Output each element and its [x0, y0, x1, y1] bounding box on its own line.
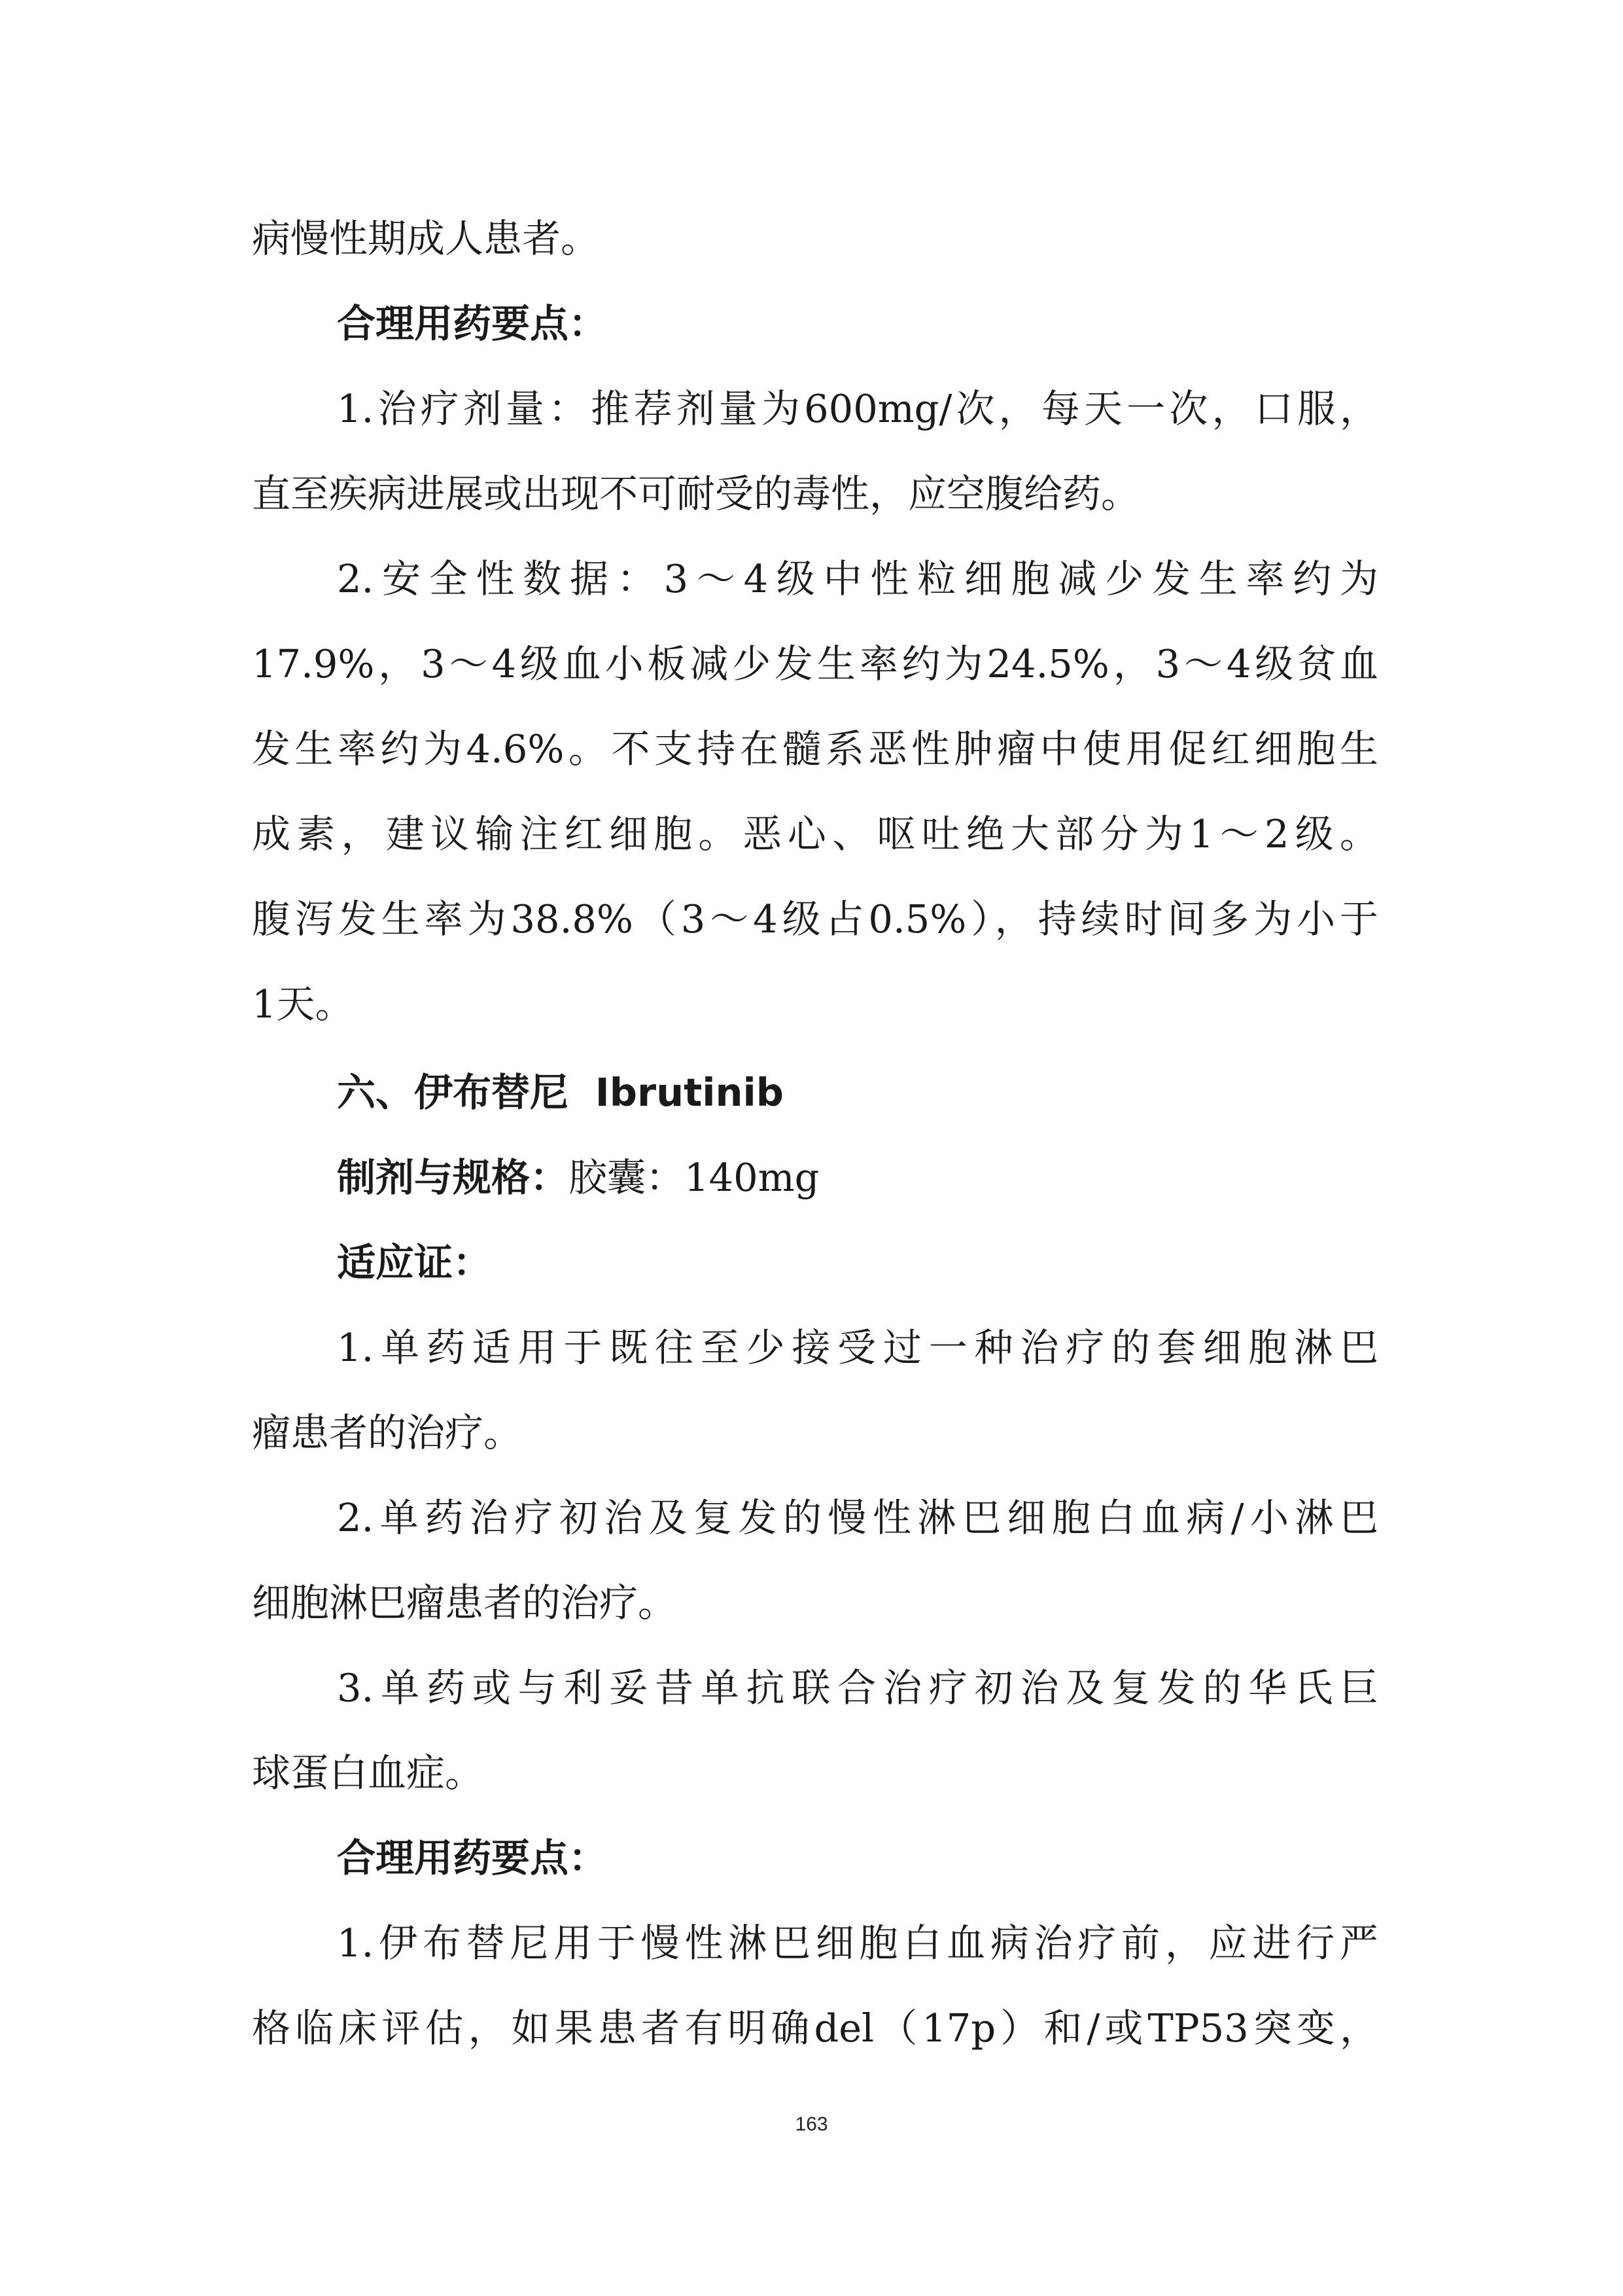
text-line: 球蛋白血症。: [252, 1750, 484, 1795]
section-heading: 合理用药要点：: [337, 1835, 608, 1881]
section-heading: 适应证：: [337, 1240, 492, 1285]
section-heading: 合理用药要点：: [337, 301, 608, 346]
text-line: 3.单药或与利妥昔单抗联合治疗初治及复发的华氏巨: [337, 1665, 1378, 1710]
text-line: 1天。: [252, 981, 354, 1027]
text-line: 1.伊布替尼用于慢性淋巴细胞白血病治疗前，应进行严: [337, 1920, 1378, 1966]
formulation-value: 胶囊：140mg: [568, 1155, 820, 1200]
formulation-label: 制剂与规格：: [337, 1155, 569, 1200]
text-line: 瘤患者的治疗。: [252, 1410, 523, 1455]
drug-heading-cn: 六、伊布替尼: [337, 1070, 569, 1115]
drug-heading: [337, 1067, 784, 1119]
text-line: 1.单药适用于既往至少接受过一种治疗的套细胞淋巴: [337, 1325, 1378, 1370]
text-line: 细胞淋巴瘤患者的治疗。: [252, 1580, 677, 1625]
formulation-line: [337, 1152, 819, 1204]
text-line: 2.安全性数据：3～4级中性粒细胞减少发生率约为: [337, 556, 1378, 601]
text-line: 直至疾病进展或出现不可耐受的毒性，应空腹给药。: [252, 471, 1140, 516]
text-line: 腹泻发生率为38.8%（3～4级占0.5%），持续时间多为小于: [252, 896, 1378, 942]
text-line: 发生率约为4.6%。不支持在髓系恶性肿瘤中使用促红细胞生: [252, 726, 1378, 771]
text-line: 1.治疗剂量：推荐剂量为600mg/次，每天一次，口服，: [337, 386, 1378, 431]
text-line: 病慢性期成人患者。: [252, 216, 600, 261]
text-line: 成素，建议输注红细胞。恶心、呕吐绝大部分为1～2级。: [252, 811, 1378, 857]
text-line: 格临床评估，如果患者有明确del（17p）和/或TP53突变，: [252, 2005, 1378, 2051]
page-number: 163: [795, 2113, 828, 2135]
drug-heading-en: Ibrutinib: [595, 1070, 784, 1115]
text-line: 17.9%，3～4级血小板减少发生率约为24.5%，3～4级贫血: [252, 641, 1378, 686]
text-line: 2.单药治疗初治及复发的慢性淋巴细胞白血病/小淋巴: [337, 1495, 1378, 1540]
